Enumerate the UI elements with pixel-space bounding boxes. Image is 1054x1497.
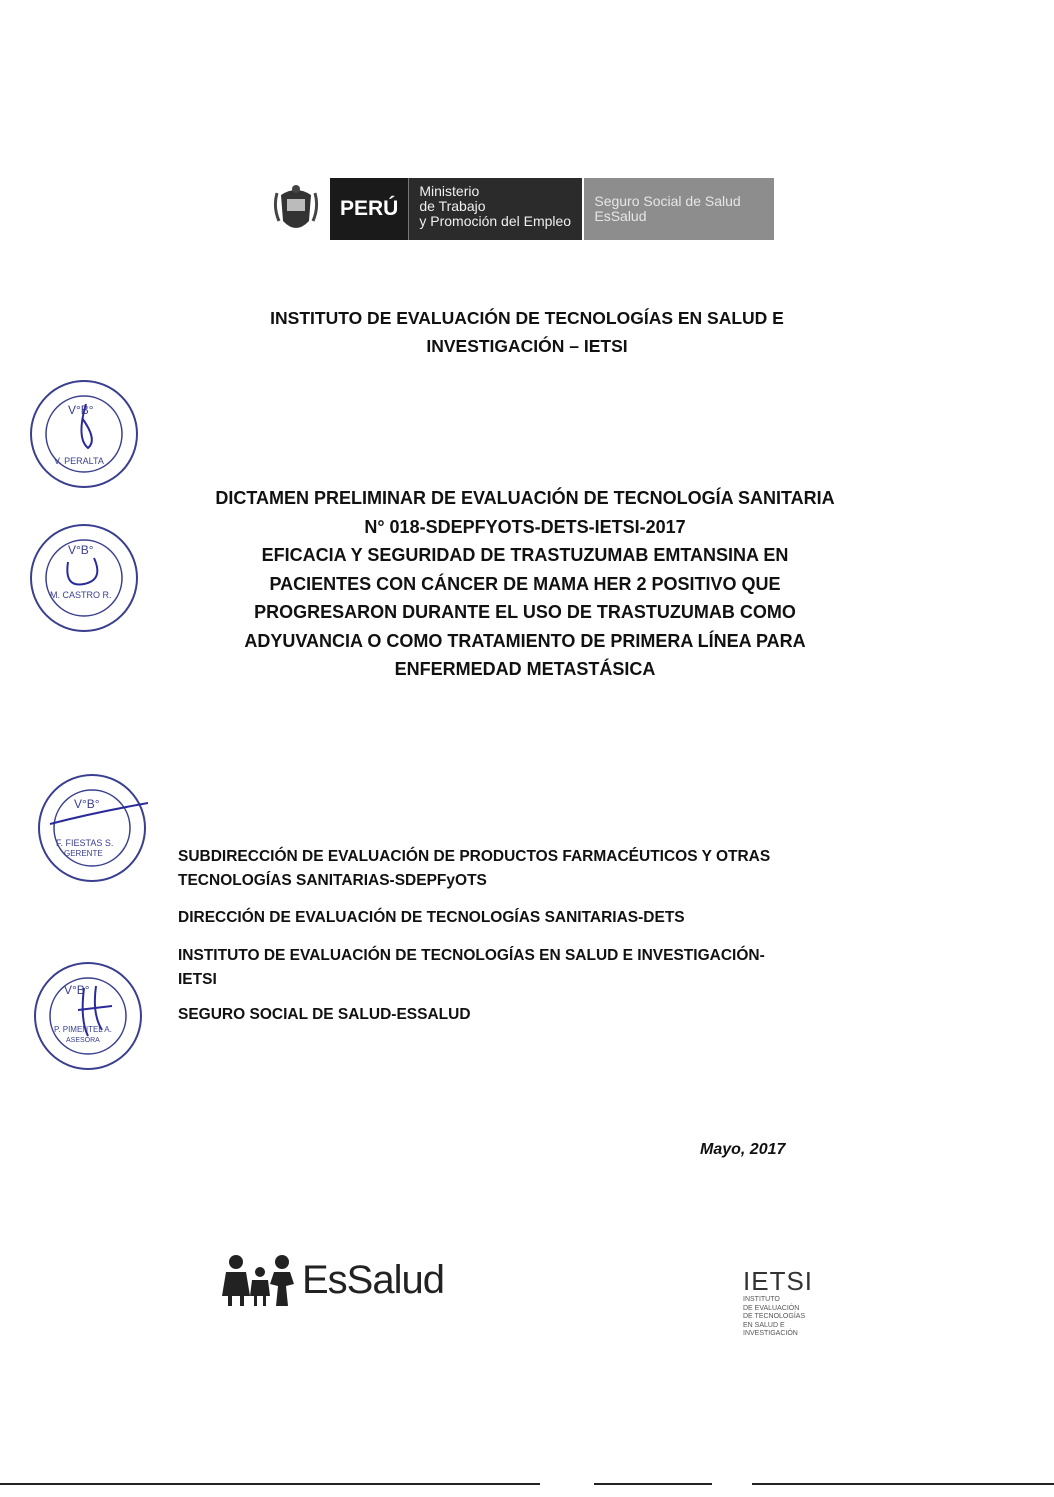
peru-coat-of-arms-icon [268, 178, 324, 240]
svg-text:V°B°: V°B° [74, 797, 100, 811]
approval-stamp-peralta [28, 378, 140, 490]
office-sdepfyots: SUBDIRECCIÓN DE EVALUACIÓN DE PRODUCTOS FARMACÉUTICOS Y OTRAS TECNOLOGÍAS SANITARIAS-SDEPFyOTS [178, 848, 771, 889]
svg-text:V°B°: V°B° [68, 543, 94, 557]
bottom-rule-middle [594, 1483, 712, 1485]
institute-title: INSTITUTO DE EVALUACIÓN DE TECNOLOGÍAS EN SALUD E INVESTIGACIÓN – IETSI [270, 308, 784, 356]
dictamen-title: DICTAMEN PRELIMINAR DE EVALUACIÓN DE TECNOLOGÍA SANITARIA N° 018-SDEPFYOTS-DETS-IETSI-2017 EFICACIA Y SEGURIDAD DE TRASTUZUMAB EMTANSINA EN PACIENTES CON CÁNCER DE MAMA HER 2 POSITIVO QUE PROGRESARON DURANTE EL USO DE TRASTUZUMAB COMO ADYUVANCIA O COMO TRATAMIENTO DE PRIMERA LÍNEA PARA ENFERMEDAD METASTÁSICA [215, 488, 835, 679]
essalud-label: Seguro Social de Salud EsSalud [584, 178, 774, 240]
svg-text:V. PERALTA: V. PERALTA [54, 456, 104, 466]
approval-stamp-pimentel [32, 960, 144, 1072]
essalud-logo: EsSalud [222, 1250, 444, 1310]
ietsi-logo: IETSI INSTITUTO DE EVALUACIÓN DE TECNOLOGÍAS EN SALUD E INVESTIGACIÓN [743, 1266, 814, 1337]
bottom-rule-left [0, 1483, 540, 1485]
svg-text:GERENTE: GERENTE [64, 849, 103, 858]
ministry-label: Ministerio de Trabajo y Promoción del Empleo [408, 178, 582, 240]
office-ietsi: INSTITUTO DE EVALUACIÓN DE TECNOLOGÍAS EN SALUD E INVESTIGACIÓN- IETSI [178, 947, 765, 988]
svg-text:V°B°: V°B° [68, 403, 94, 417]
svg-text:P. PIMENTEL A.: P. PIMENTEL A. [54, 1025, 112, 1034]
approval-stamp-castro [28, 522, 140, 634]
peru-label: PERÚ [330, 178, 408, 240]
approval-stamp-fiestas [36, 772, 148, 884]
header-banner [268, 178, 774, 240]
document-date: Mayo, 2017 [700, 1141, 786, 1158]
svg-text:V°B°: V°B° [64, 983, 90, 997]
family-figures-icon [222, 1254, 298, 1306]
svg-text:F. FIESTAS S.: F. FIESTAS S. [56, 838, 114, 848]
bottom-rule-right [752, 1483, 1054, 1485]
svg-text:ASESORA: ASESORA [66, 1037, 100, 1044]
office-dets: DIRECCIÓN DE EVALUACIÓN DE TECNOLOGÍAS SANITARIAS-DETS [178, 909, 685, 926]
svg-text:M. CASTRO R.: M. CASTRO R. [50, 590, 112, 600]
office-essalud: SEGURO SOCIAL DE SALUD-ESSALUD [178, 1006, 471, 1023]
